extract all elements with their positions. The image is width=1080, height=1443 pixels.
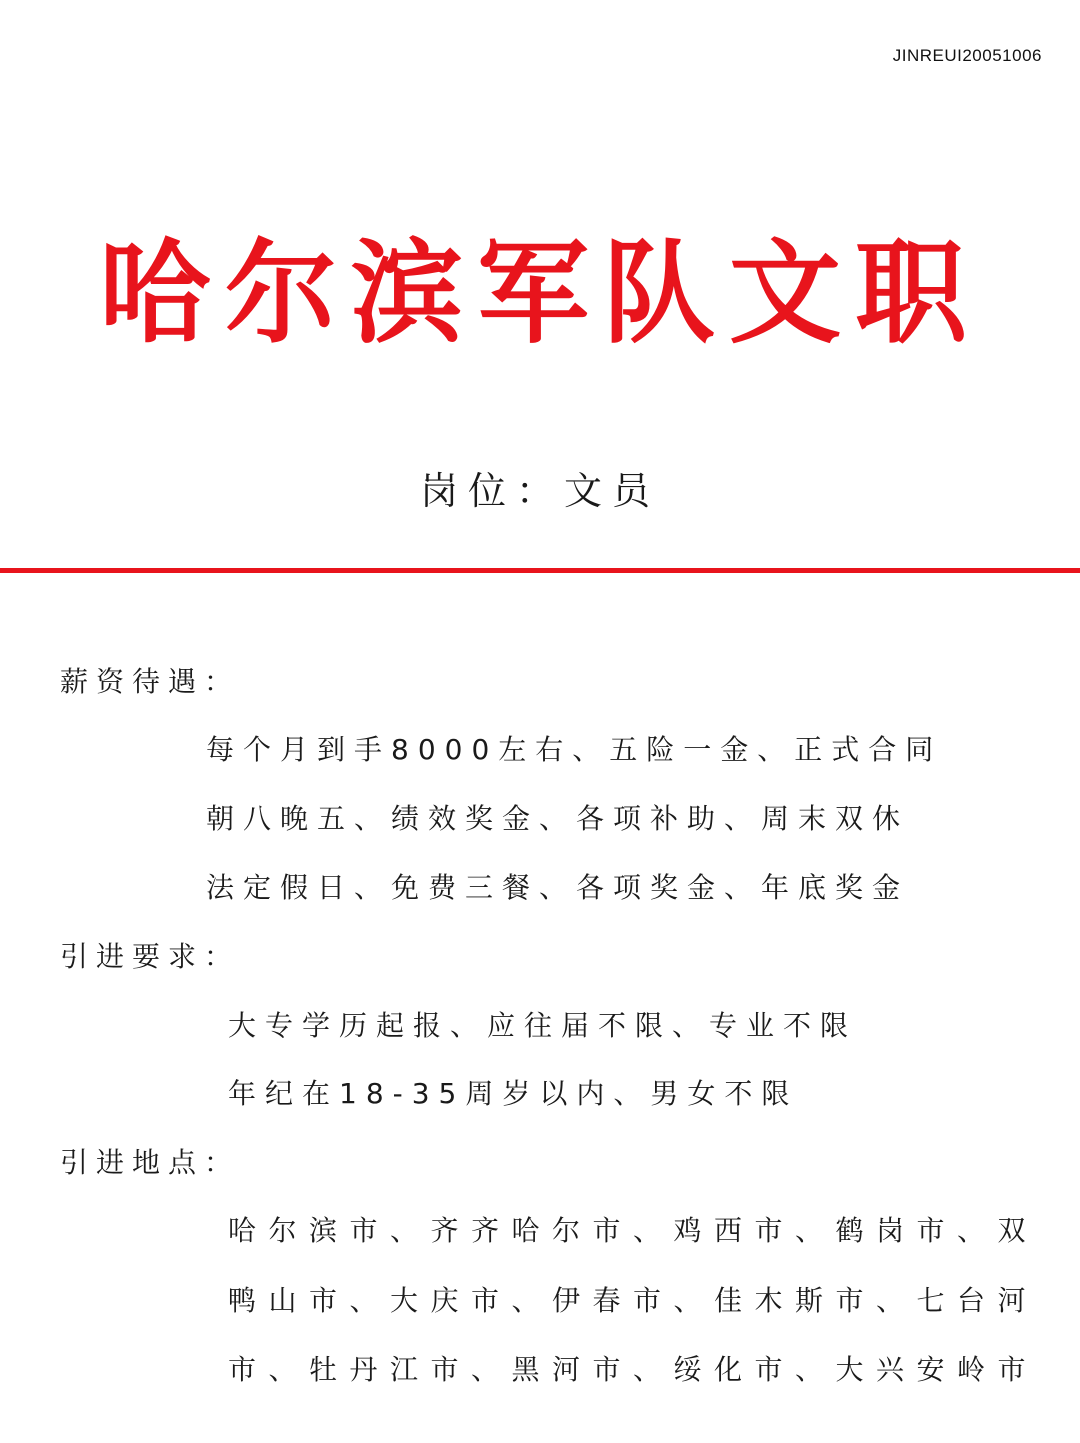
location-line: 鸭山市、大庆市、伊春市、佳木斯市、七台河	[228, 1284, 1039, 1317]
page-title: 哈尔滨军队文职	[99, 228, 981, 359]
divider-red	[0, 568, 1080, 573]
section-heading-requirements: 引进要求：	[60, 940, 241, 973]
location-line: 哈尔滨市、齐齐哈尔市、鸡西市、鹤岗市、双	[228, 1214, 1039, 1247]
salary-line: 每个月到手8000左右、五险一金、正式合同	[206, 733, 943, 766]
section-heading-salary: 薪资待遇：	[60, 665, 241, 698]
salary-line: 法定假日、免费三餐、各项奖金、年底奖金	[206, 871, 910, 904]
salary-line: 朝八晚五、绩效奖金、各项补助、周末双休	[206, 802, 910, 835]
location-line: 市、牡丹江市、黑河市、绥化市、大兴安岭市	[228, 1353, 1039, 1386]
section-heading-locations: 引进地点：	[60, 1146, 241, 1179]
requirement-line: 大专学历起报、应往届不限、专业不限	[228, 1009, 858, 1042]
position-label: 岗位：文员	[419, 469, 660, 513]
document-code: JINREUI20051006	[892, 46, 1042, 65]
requirement-line: 年纪在18-35周岁以内、男女不限	[228, 1077, 799, 1110]
